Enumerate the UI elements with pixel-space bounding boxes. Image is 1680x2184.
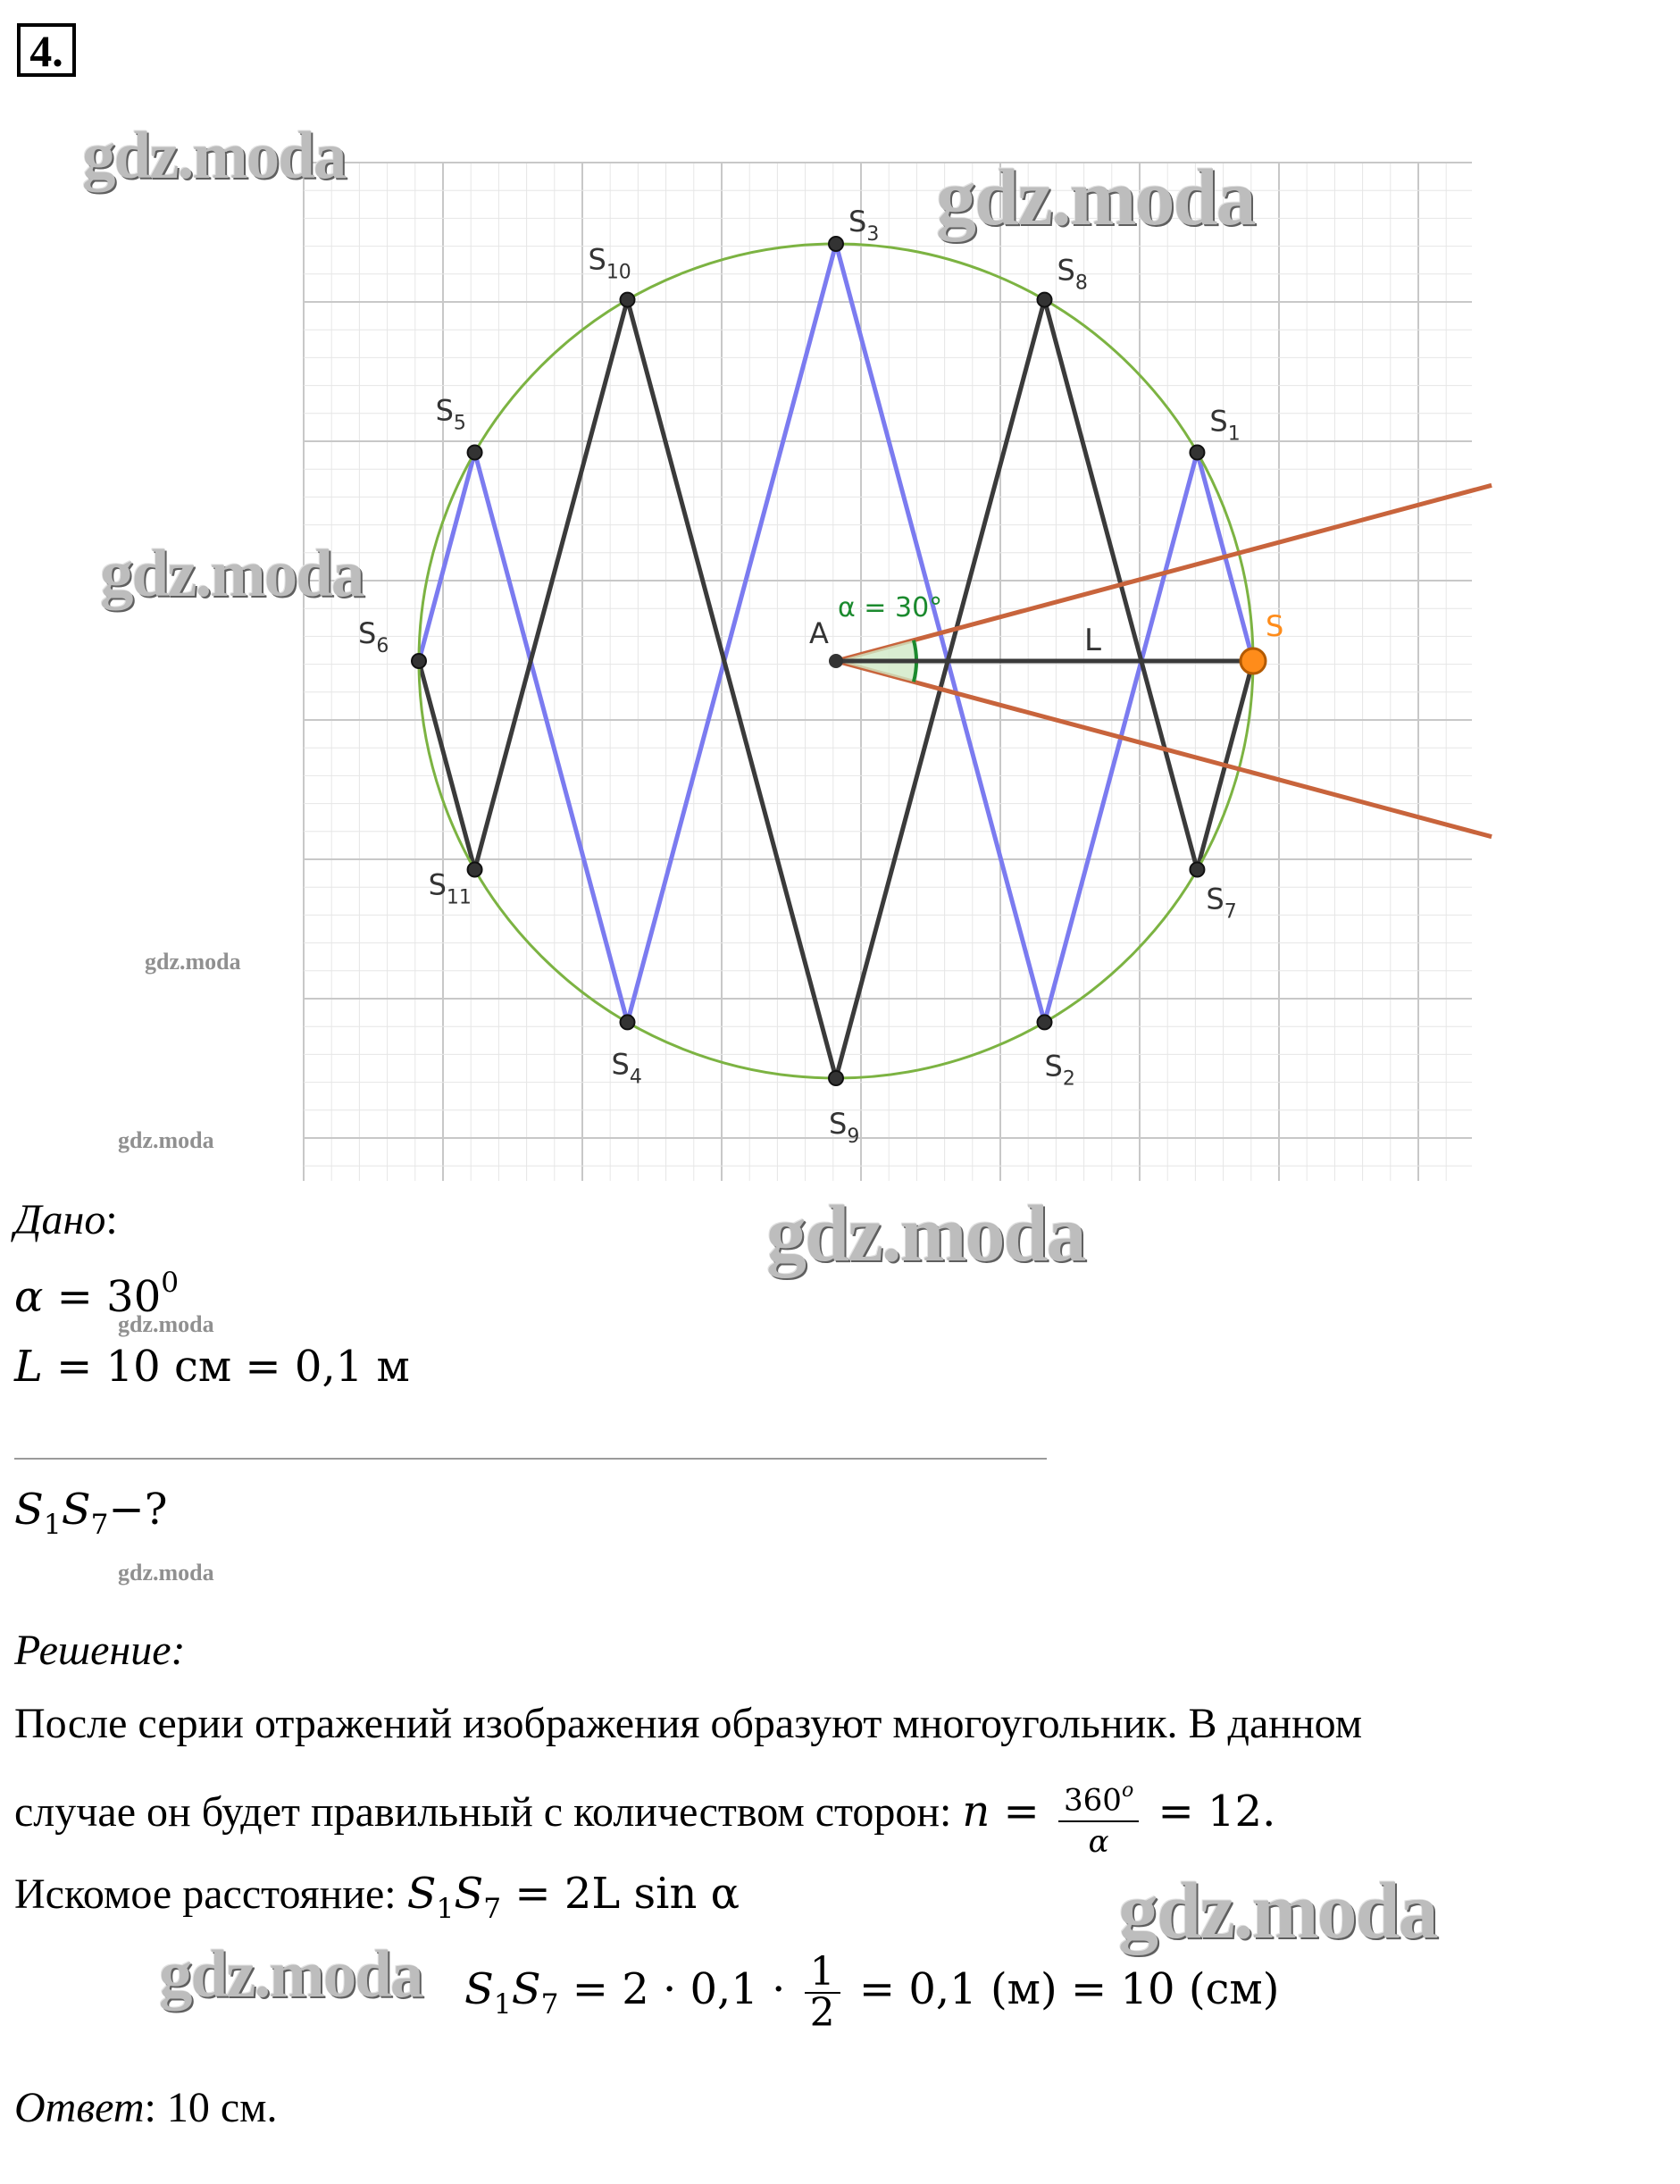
image-label-s1: $S_1$	[1209, 404, 1241, 446]
watermark: gdz.moda	[1118, 1867, 1437, 1955]
image-label-s11: $S_{11}$	[428, 867, 472, 909]
watermark: gdz.moda	[936, 154, 1255, 242]
watermark: gdz.moda	[159, 1937, 422, 2012]
solution-calculation: $S_1S_7 = 2 \cdot 0,1$ · $\frac{1}{2}$ = 0,1 (м) = 10 (см)	[464, 1948, 1280, 2036]
length-label: L	[1084, 623, 1101, 658]
image-label-s9: $S_9$	[829, 1107, 860, 1148]
watermark: gdz.moda	[82, 119, 346, 193]
image-label-s3: $S_3$	[848, 205, 880, 246]
image-point	[621, 1015, 635, 1029]
black-reflection-path	[419, 300, 1253, 1078]
image-point	[621, 293, 635, 307]
watermark: gdz.moda	[145, 949, 241, 975]
image-label-s6: $S_6$	[358, 616, 389, 657]
source-label: S	[1266, 609, 1284, 643]
given-heading: Дано:	[14, 1196, 118, 1243]
half-fraction: $\frac{1}{2}$	[805, 1953, 840, 2033]
find-quantity: $S_1S_7-$?	[14, 1485, 168, 1541]
solution-heading: Решение:	[14, 1627, 186, 1674]
image-point	[412, 654, 426, 668]
task-number: 4.	[17, 23, 76, 77]
image-point	[468, 446, 482, 460]
divider	[14, 1458, 1047, 1460]
angle-fraction: $\frac{360^o}{\alpha}$	[1058, 1770, 1139, 1861]
image-label-s2: $S_2$	[1044, 1049, 1075, 1091]
answer: Ответ: 10 см.	[14, 2084, 278, 2131]
angle-label: α = 30°	[838, 592, 943, 623]
image-point	[1190, 863, 1204, 877]
image-point	[829, 237, 843, 251]
image-point	[468, 863, 482, 877]
image-label-s4: $S_4$	[611, 1047, 642, 1089]
mirror-line	[836, 661, 1492, 837]
mirror-line	[836, 485, 1492, 661]
image-point	[1038, 1015, 1052, 1029]
given-length: L = 10 см = 0,1 м	[14, 1342, 410, 1392]
watermark: gdz.moda	[118, 1127, 214, 1153]
image-label-s10: $S_{10}$	[588, 242, 631, 284]
center-point	[829, 654, 843, 668]
watermark: gdz.moda	[100, 537, 364, 611]
solution-line-2: случае он будет правильный с количеством сторон: n = $\frac{360^o}{\alpha}$ = 12.	[14, 1767, 1275, 1862]
given-alpha: $\alpha = 30^0$	[14, 1267, 180, 1322]
image-point	[829, 1071, 843, 1085]
image-point	[1038, 293, 1052, 307]
image-label-s5: $S_5$	[435, 393, 466, 435]
watermark: gdz.moda	[118, 1311, 214, 1337]
image-label-s7: $S_7$	[1206, 882, 1237, 924]
source-point	[1241, 649, 1266, 674]
blue-reflection-path	[419, 244, 1253, 1022]
watermark: gdz.moda	[766, 1190, 1085, 1278]
center-label: A	[809, 616, 829, 650]
image-point	[1190, 446, 1204, 460]
solution-line-1: После серии отражений изображения образуют многоугольник. В данном	[14, 1700, 1363, 1747]
solution-line-3: Искомое расстояние: $S_1S_7 = 2L$ sin α	[14, 1869, 740, 1925]
image-label-s8: $S_8$	[1057, 253, 1088, 295]
watermark: gdz.moda	[118, 1560, 214, 1586]
